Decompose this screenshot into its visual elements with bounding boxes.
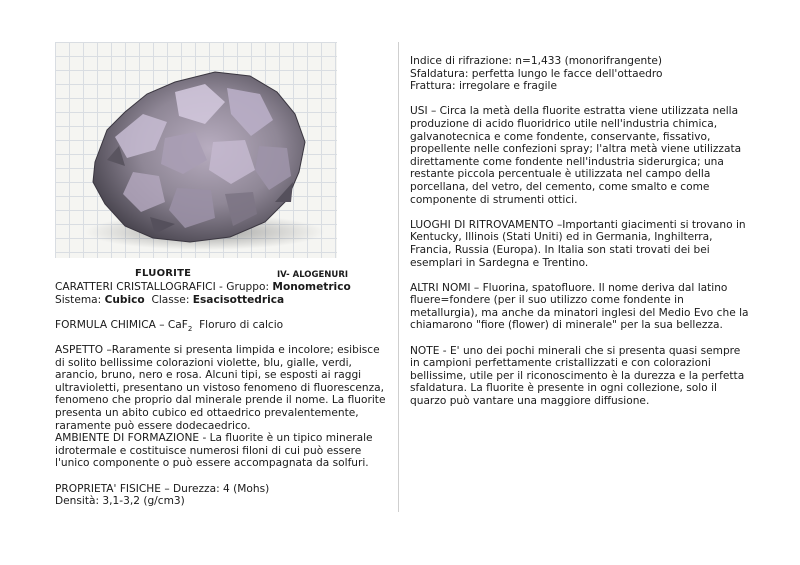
altri-nomi-paragraph: ALTRI NOMI – Fluorina, spatofluore. Il nome deriva dal latino fluere=fondere (per il suo utilizzo come fondente in metallurgia), ma anche da minatori inglesi del Medio Evo che la chiamarono "fiore (flower) di minerale" per la sua bellezza. <box>410 281 749 332</box>
title-row <box>55 268 390 281</box>
densita-line: Densità: 3,1-3,2 (g/cm3) <box>55 495 185 508</box>
aspetto-paragraph: ASPETTO –Raramente si presenta limpida e incolore; esibisce di solito bellissime colorazioni violette, blu, gialle, verdi, arancio, bruno, nero e rosa. Alcuni tipi, se esposti ai raggi ultravioletti, presentano un vistoso fenomeno di fluorescenza, fenomeno che proprio dal minerale prende il nome. La fluorite presenta un abito cubico ed ottaedrico prevalentemente, raramente può essere dodecaedrico. <box>55 343 386 432</box>
formula-subscript: 2 <box>187 324 193 333</box>
ambiente-paragraph: AMBIENTE DI FORMAZIONE - La fluorite è un tipico minerale idrotermale e costituisce numerosi filoni di cui può essere l'unico componente o può essere accompagnata da solfuri. <box>55 432 373 470</box>
column-divider <box>398 42 399 512</box>
luoghi-paragraph: LUOGHI DI RITROVAMENTO –Importanti giacimenti si trovano in Kentucky, Illinois (Stati Uniti) ed in Germania, Inghilterra, Francia, Russia (Europa). In Italia son stati trovati dei bei esemplari in Sardegna e Trentino. <box>410 218 746 269</box>
system-value: Cubico <box>104 293 145 306</box>
formula-name: Floruro di calcio <box>192 318 284 331</box>
fluorite-specimen-image <box>55 42 337 258</box>
note-paragraph: NOTE - E' uno dei pochi minerali che si presenta quasi sempre in campioni perfettamente cristallizzati e con colorazioni bellissime, utile per il riconoscimento è la durezza e la perfetta sfaldatura. La fluorite è presente in ogni collezione, solo il quarzo può vantare una maggiore diffusione. <box>410 344 745 408</box>
class-label: Classe: <box>144 293 193 306</box>
mineral-photo <box>55 42 337 258</box>
sfaldatura-line: Sfaldatura: perfetta lungo le facce dell'ottaedro <box>410 67 663 80</box>
proprieta-line: PROPRIETA' FISICHE – Durezza: 4 (Mohs) <box>55 482 270 495</box>
formula-label: FORMULA CHIMICA – CaF <box>55 318 188 331</box>
mineral-class: IV- ALOGENURI <box>277 270 349 280</box>
system-line <box>55 294 390 307</box>
class-value: Esacisottedrica <box>192 293 285 306</box>
crystal-label: CARATTERI CRISTALLOGRAFICI - Gruppo: <box>55 281 273 293</box>
rifrazione-line: Indice di rifrazione: n=1,433 (monorifrangente) <box>410 55 663 67</box>
formula-line <box>55 319 390 332</box>
frattura-line: Frattura: irregolare e fragile <box>410 80 557 93</box>
system-label: Sistema: <box>55 293 105 306</box>
usi-paragraph: USI – Circa la metà della fluorite estratta viene utilizzata nella produzione di acido fluoridrico utile nell'industria chimica, galvanotecnica e come fondente, conservante, fissativo, propellente nelle confezioni spray; l'altra metà viene utilizzata direttamente come fondente nell'industria siderurgica; una restante piccola percentuale è utilizzata nel campo della porcellana, del vetro, del cemento, come smalto e come componente di strumenti ottici. <box>410 105 742 206</box>
crystal-line <box>55 281 390 294</box>
crystal-group: Monometrico <box>272 281 351 293</box>
right-column <box>410 55 750 408</box>
mineral-name: FLUORITE <box>135 268 192 279</box>
left-column <box>55 268 390 508</box>
